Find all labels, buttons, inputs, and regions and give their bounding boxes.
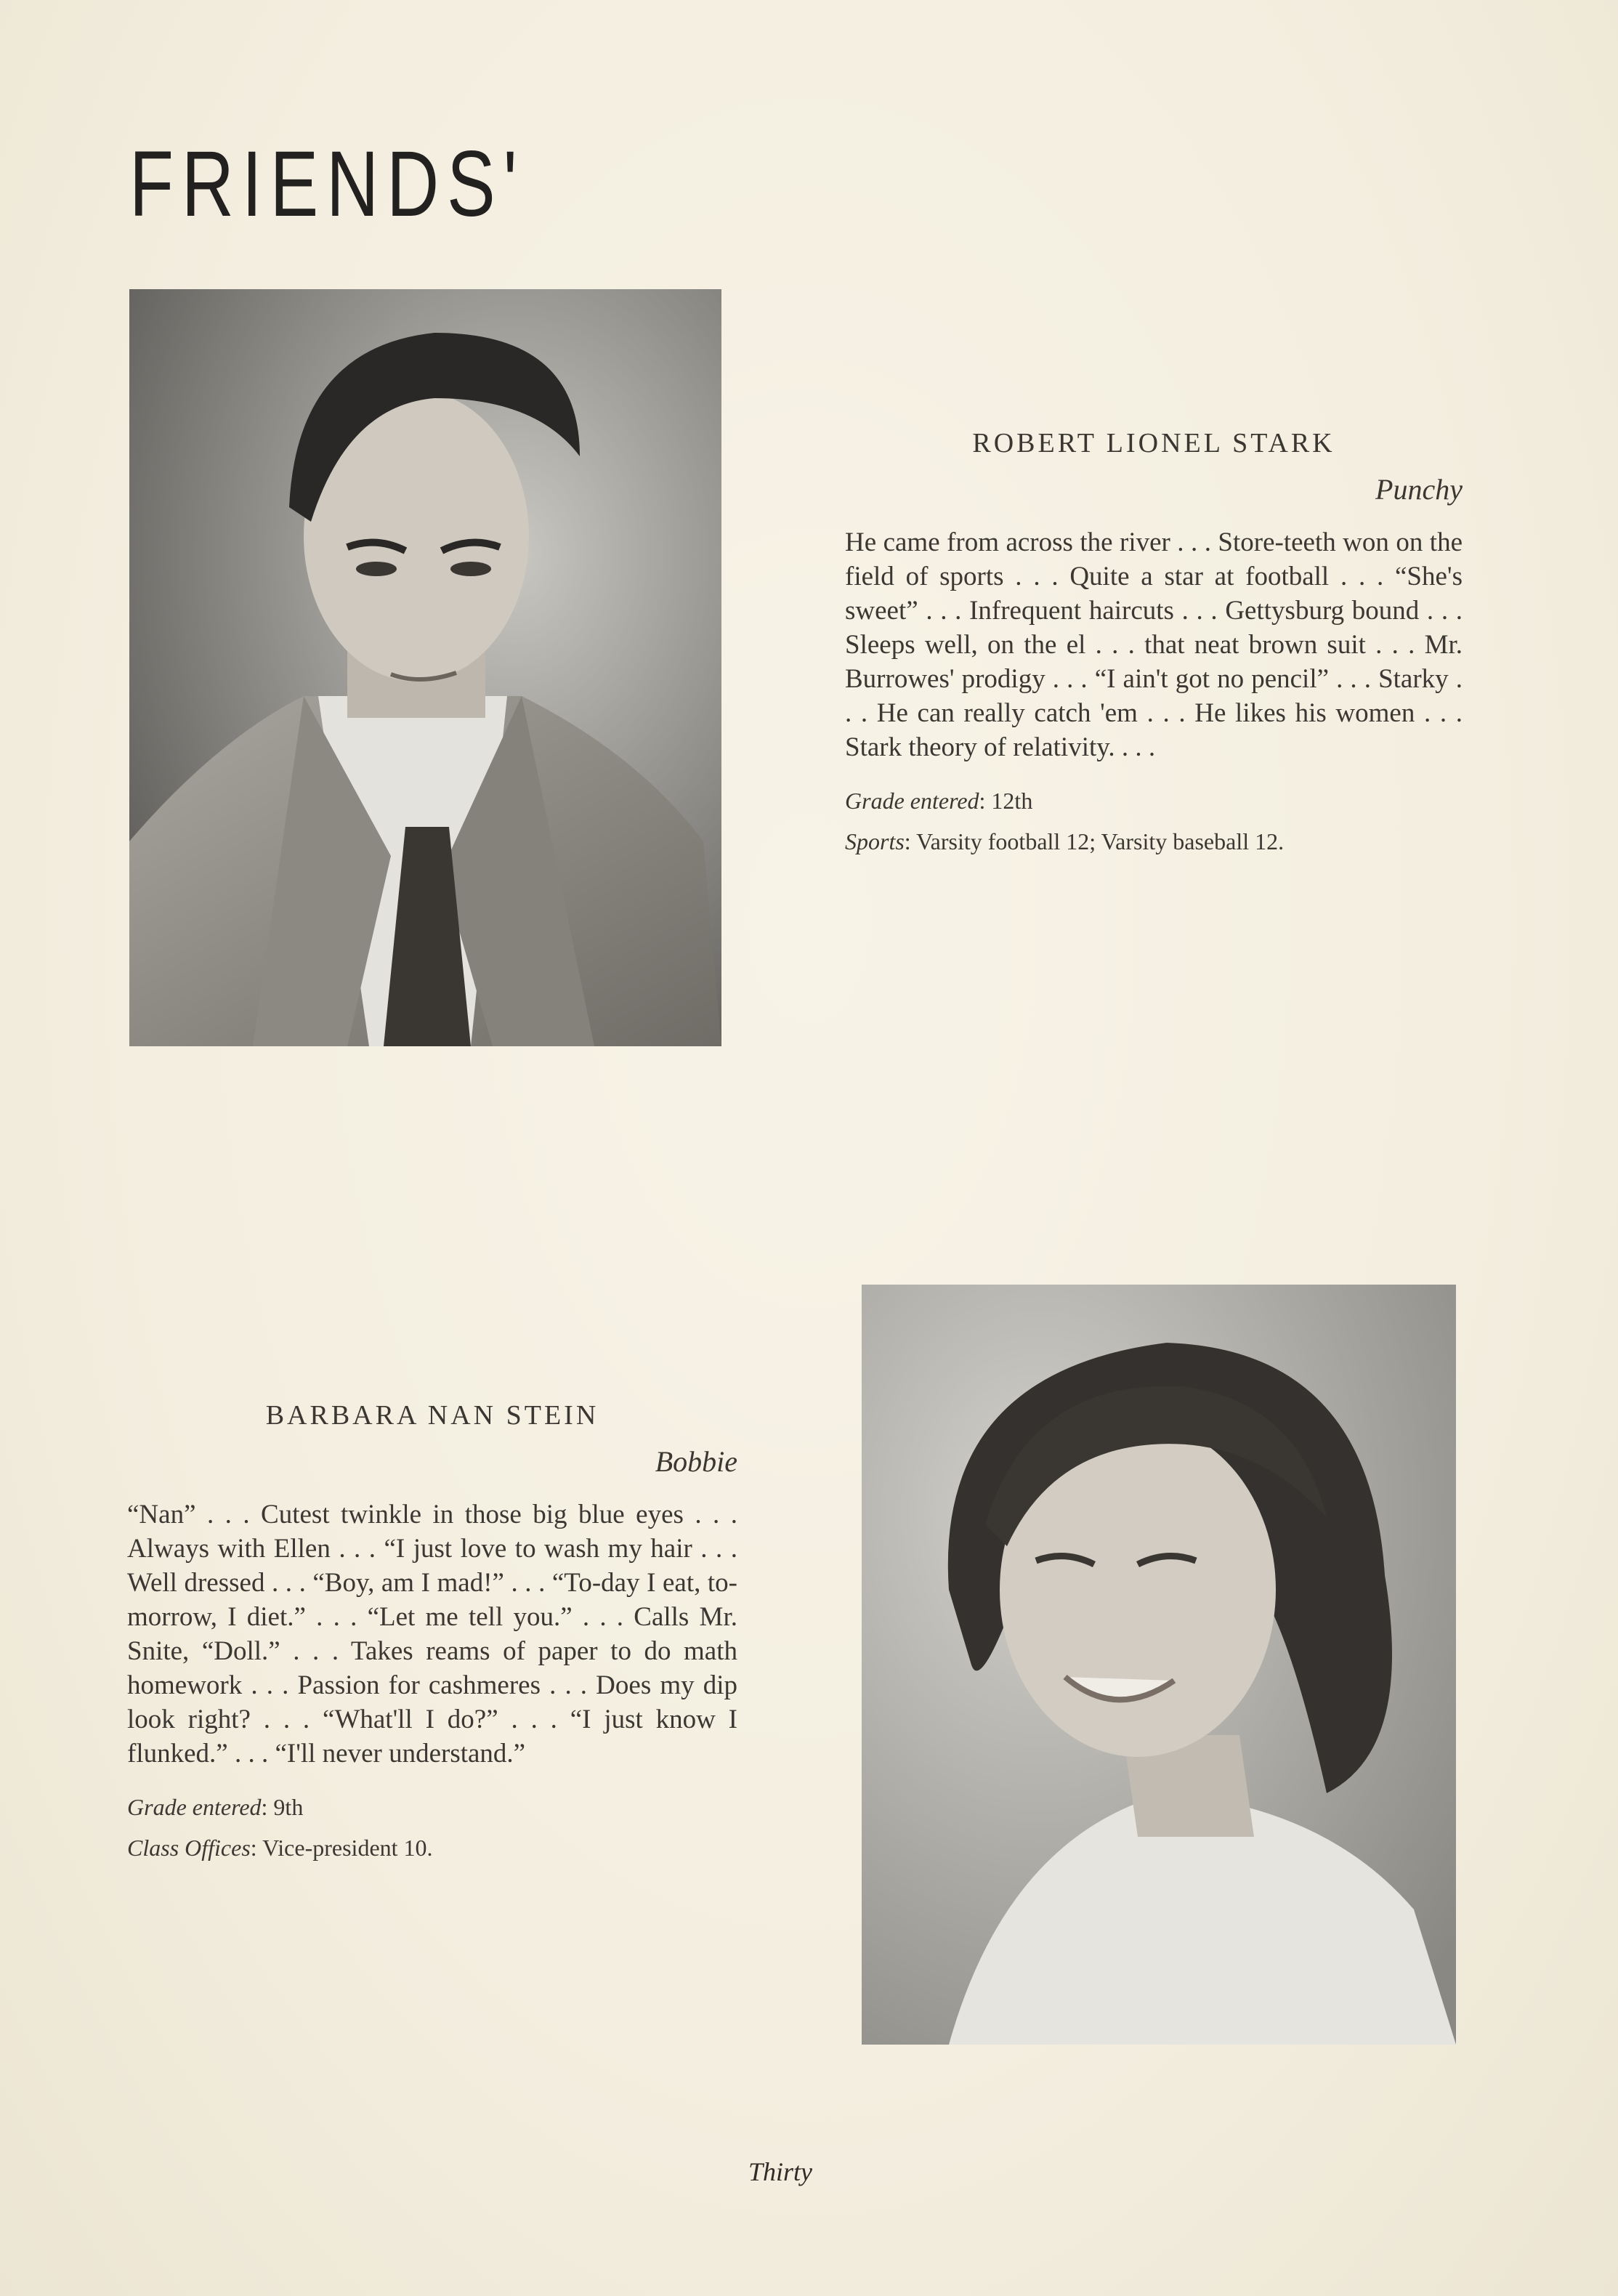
fact-sports: Sports: Varsity football 12; Varsity baseball 12. (845, 828, 1285, 854)
fact-label: Grade entered (845, 788, 979, 814)
profile-robert-stark (845, 427, 1463, 866)
fact-value: Vice-president 10. (262, 1835, 433, 1861)
page-heading: FRIENDS' (129, 132, 525, 236)
fact-grade-entered: Grade entered: 12th (845, 788, 1033, 814)
fact-label: Grade entered (127, 1794, 262, 1820)
portrait-photo-robert (129, 289, 721, 1046)
fact-label: Sports (845, 828, 905, 854)
student-bio: “Nan” . . . Cutest twinkle in those big blue eyes . . . Always with Ellen . . . “I just love to wash my hair . . . Well dressed . . . “Boy, am I mad!” . . . “To-day I eat, to-morrow, I diet.” . . . “Let me tell you.” . . . Calls Mr. Snite, “Doll.” . . . Takes reams of paper to do math homework . . . Passion for cashmeres . . . Does my dip look right? . . . “What'll I do?” . . . “I just know I flunked.” . . . “I'll never understand.” (127, 1500, 737, 1769)
profile-barbara-stein (127, 1399, 737, 1872)
fact-value: 12th (991, 788, 1033, 814)
student-name: BARBARA NAN STEIN (265, 1400, 599, 1431)
fact-class-offices: Class Offices: Vice-president 10. (127, 1835, 433, 1861)
student-nickname: Punchy (1375, 473, 1463, 506)
student-nickname: Bobbie (655, 1445, 737, 1478)
fact-value: Varsity football 12; Varsity baseball 12. (916, 828, 1285, 854)
fact-label: Class Offices (127, 1835, 251, 1861)
page-number: Thirty (748, 2157, 813, 2186)
student-bio: He came from across the river . . . Store-teeth won on the field of sports . . . Quite a star at football . . . “She's sweet” . . . Infrequent haircuts . . . Gettysburg bound . . . Sleeps well, on the el . . . that neat brown suit . . . Mr. Burrowes' prodigy . . . “I ain't got no pencil” . . . Starky . . . He can really catch 'em . . . He likes his women . . . Stark theory of relativity. . . . (845, 527, 1463, 762)
student-name: ROBERT LIONEL STARK (972, 428, 1335, 458)
fact-value: 9th (273, 1794, 304, 1820)
fact-grade-entered: Grade entered: 9th (127, 1794, 304, 1820)
portrait-photo-barbara (862, 1285, 1456, 2045)
